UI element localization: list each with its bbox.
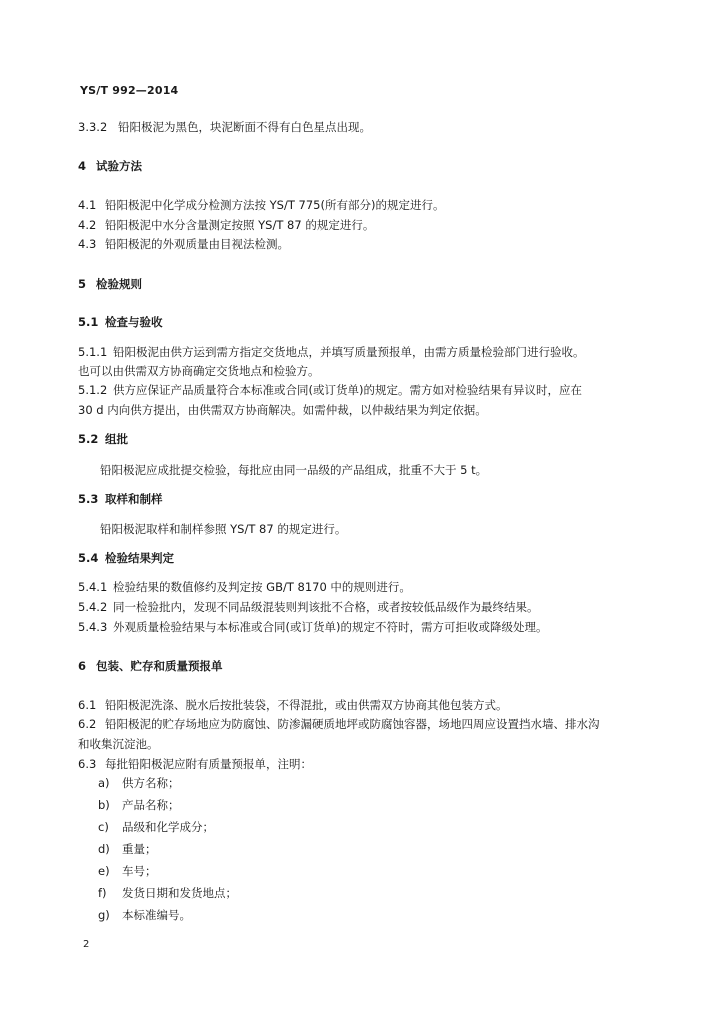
page-number: 2 — [83, 939, 90, 950]
clause-text: 铅阳极泥的外观质量由目视法检测。 — [105, 237, 289, 251]
clause-5-4-1 — [78, 579, 411, 595]
clause-text: 外观质量检验结果与本标准或合同(或订货单)的规定不符时，需方可拒收或降级处理。 — [113, 620, 548, 634]
clause-3-3-2 — [78, 119, 371, 135]
list-text: 本标准编号。 — [122, 908, 191, 922]
clause-text: 供方应保证产品质量符合本标准或合同(或订货单)的规定。需方如对检验结果有异议时，应在 — [113, 383, 582, 397]
clause-number: 5.4.2 — [78, 600, 108, 614]
list-text: 发货日期和发货地点； — [122, 886, 237, 900]
list-text: 车号； — [122, 864, 157, 878]
section-number: 5.4 — [78, 551, 99, 565]
clause-4-2 — [78, 217, 374, 233]
list-item — [98, 775, 180, 791]
section-title: 检验规则 — [96, 277, 142, 291]
clause-5-1-1-continued: 也可以由供需双方协商确定交货地点和检验方。 — [78, 364, 320, 378]
clause-number: 6.1 — [78, 698, 97, 712]
section-5-4-heading — [78, 550, 174, 566]
clause-text: 同一检验批内，发现不同品级混装则判该批不合格，或者按较低品级作为最终结果。 — [113, 600, 539, 614]
section-number: 5.1 — [78, 315, 99, 329]
list-marker: e) — [98, 864, 110, 878]
clause-number: 5.1.1 — [78, 345, 108, 359]
list-marker: g) — [98, 908, 110, 922]
list-item — [98, 797, 180, 813]
section-title: 取样和制样 — [105, 492, 163, 506]
clause-6-2-continued: 和收集沉淀池。 — [78, 737, 159, 751]
clause-6-3 — [78, 756, 312, 772]
clause-number: 5.1.2 — [78, 383, 108, 397]
clause-text: 铅阳极泥中水分含量测定按照 YS/T 87 的规定进行。 — [105, 218, 375, 232]
clause-number: 3.3.2 — [78, 120, 108, 134]
section-5-3-paragraph: 铅阳极泥取样和制样参照 YS/T 87 的规定进行。 — [100, 522, 347, 536]
clause-5-4-2 — [78, 599, 539, 615]
section-title: 组批 — [105, 432, 128, 446]
clause-4-1 — [78, 197, 444, 213]
section-5-heading — [78, 276, 142, 292]
clause-number: 6.3 — [78, 757, 97, 771]
clause-number: 4.2 — [78, 218, 97, 232]
section-5-2-paragraph: 铅阳极泥应成批提交检验，每批应由同一品级的产品组成，批重不大于 5 t。 — [100, 463, 488, 477]
standard-code-header: YS/T 992—2014 — [80, 84, 179, 97]
section-number: 5 — [78, 277, 87, 291]
list-marker: d) — [98, 842, 110, 856]
list-text: 产品名称； — [122, 798, 180, 812]
clause-number: 5.4.1 — [78, 580, 108, 594]
list-item — [98, 841, 157, 857]
clause-number: 5.4.3 — [78, 620, 108, 634]
clause-text: 铅阳极泥的贮存场地应为防腐蚀、防渗漏硬质地坪或防腐蚀容器，场地四周应设置挡水墙、排水沟 — [105, 717, 600, 731]
clause-4-3 — [78, 236, 289, 252]
clause-text: 铅阳极泥洗涤、脱水后按批装袋，不得混批，或由供需双方协商其他包装方式。 — [105, 698, 508, 712]
clause-5-4-3 — [78, 619, 547, 635]
clause-5-1-2 — [78, 382, 582, 398]
clause-text: 铅阳极泥中化学成分检测方法按 YS/T 775(所有部分)的规定进行。 — [105, 198, 445, 212]
clause-text: 铅阳极泥由供方运到需方指定交货地点，并填写质量预报单，由需方质量检验部门进行验收。 — [113, 345, 585, 359]
list-text: 供方名称； — [122, 776, 180, 790]
section-number: 6 — [78, 659, 87, 673]
list-marker: c) — [98, 820, 109, 834]
list-marker: f) — [98, 886, 107, 900]
list-item — [98, 907, 191, 923]
clause-number: 6.2 — [78, 717, 97, 731]
section-number: 5.2 — [78, 432, 99, 446]
clause-6-2 — [78, 716, 600, 732]
section-number: 5.3 — [78, 492, 99, 506]
list-text: 品级和化学成分； — [122, 820, 214, 834]
list-text: 重量； — [122, 842, 157, 856]
clause-5-1-2-continued: 30 d 内向供方提出，由供需双方协商解决。如需仲裁，以仲裁结果为判定依据。 — [78, 403, 487, 417]
clause-text: 检验结果的数值修约及判定按 GB/T 8170 中的规则进行。 — [113, 580, 411, 594]
section-number: 4 — [78, 159, 87, 173]
section-4-heading — [78, 158, 142, 174]
section-title: 检验结果判定 — [105, 551, 174, 565]
clause-text: 铅阳极泥为黑色，块泥断面不得有白色星点出现。 — [118, 120, 371, 134]
clause-6-1 — [78, 697, 508, 713]
section-title: 检查与验收 — [105, 315, 163, 329]
section-title: 试验方法 — [96, 159, 142, 173]
list-item — [98, 863, 157, 879]
list-marker: a) — [98, 776, 110, 790]
clause-5-1-1 — [78, 344, 585, 360]
section-5-1-heading — [78, 314, 163, 330]
section-5-2-heading — [78, 431, 128, 447]
clause-number: 4.3 — [78, 237, 97, 251]
section-6-heading — [78, 658, 223, 674]
list-item — [98, 819, 214, 835]
list-marker: b) — [98, 798, 110, 812]
section-title: 包装、贮存和质量预报单 — [96, 659, 223, 673]
clause-text: 每批铅阳极泥应附有质量预报单，注明： — [105, 757, 312, 771]
clause-number: 4.1 — [78, 198, 97, 212]
list-item — [98, 885, 237, 901]
section-5-3-heading — [78, 491, 163, 507]
